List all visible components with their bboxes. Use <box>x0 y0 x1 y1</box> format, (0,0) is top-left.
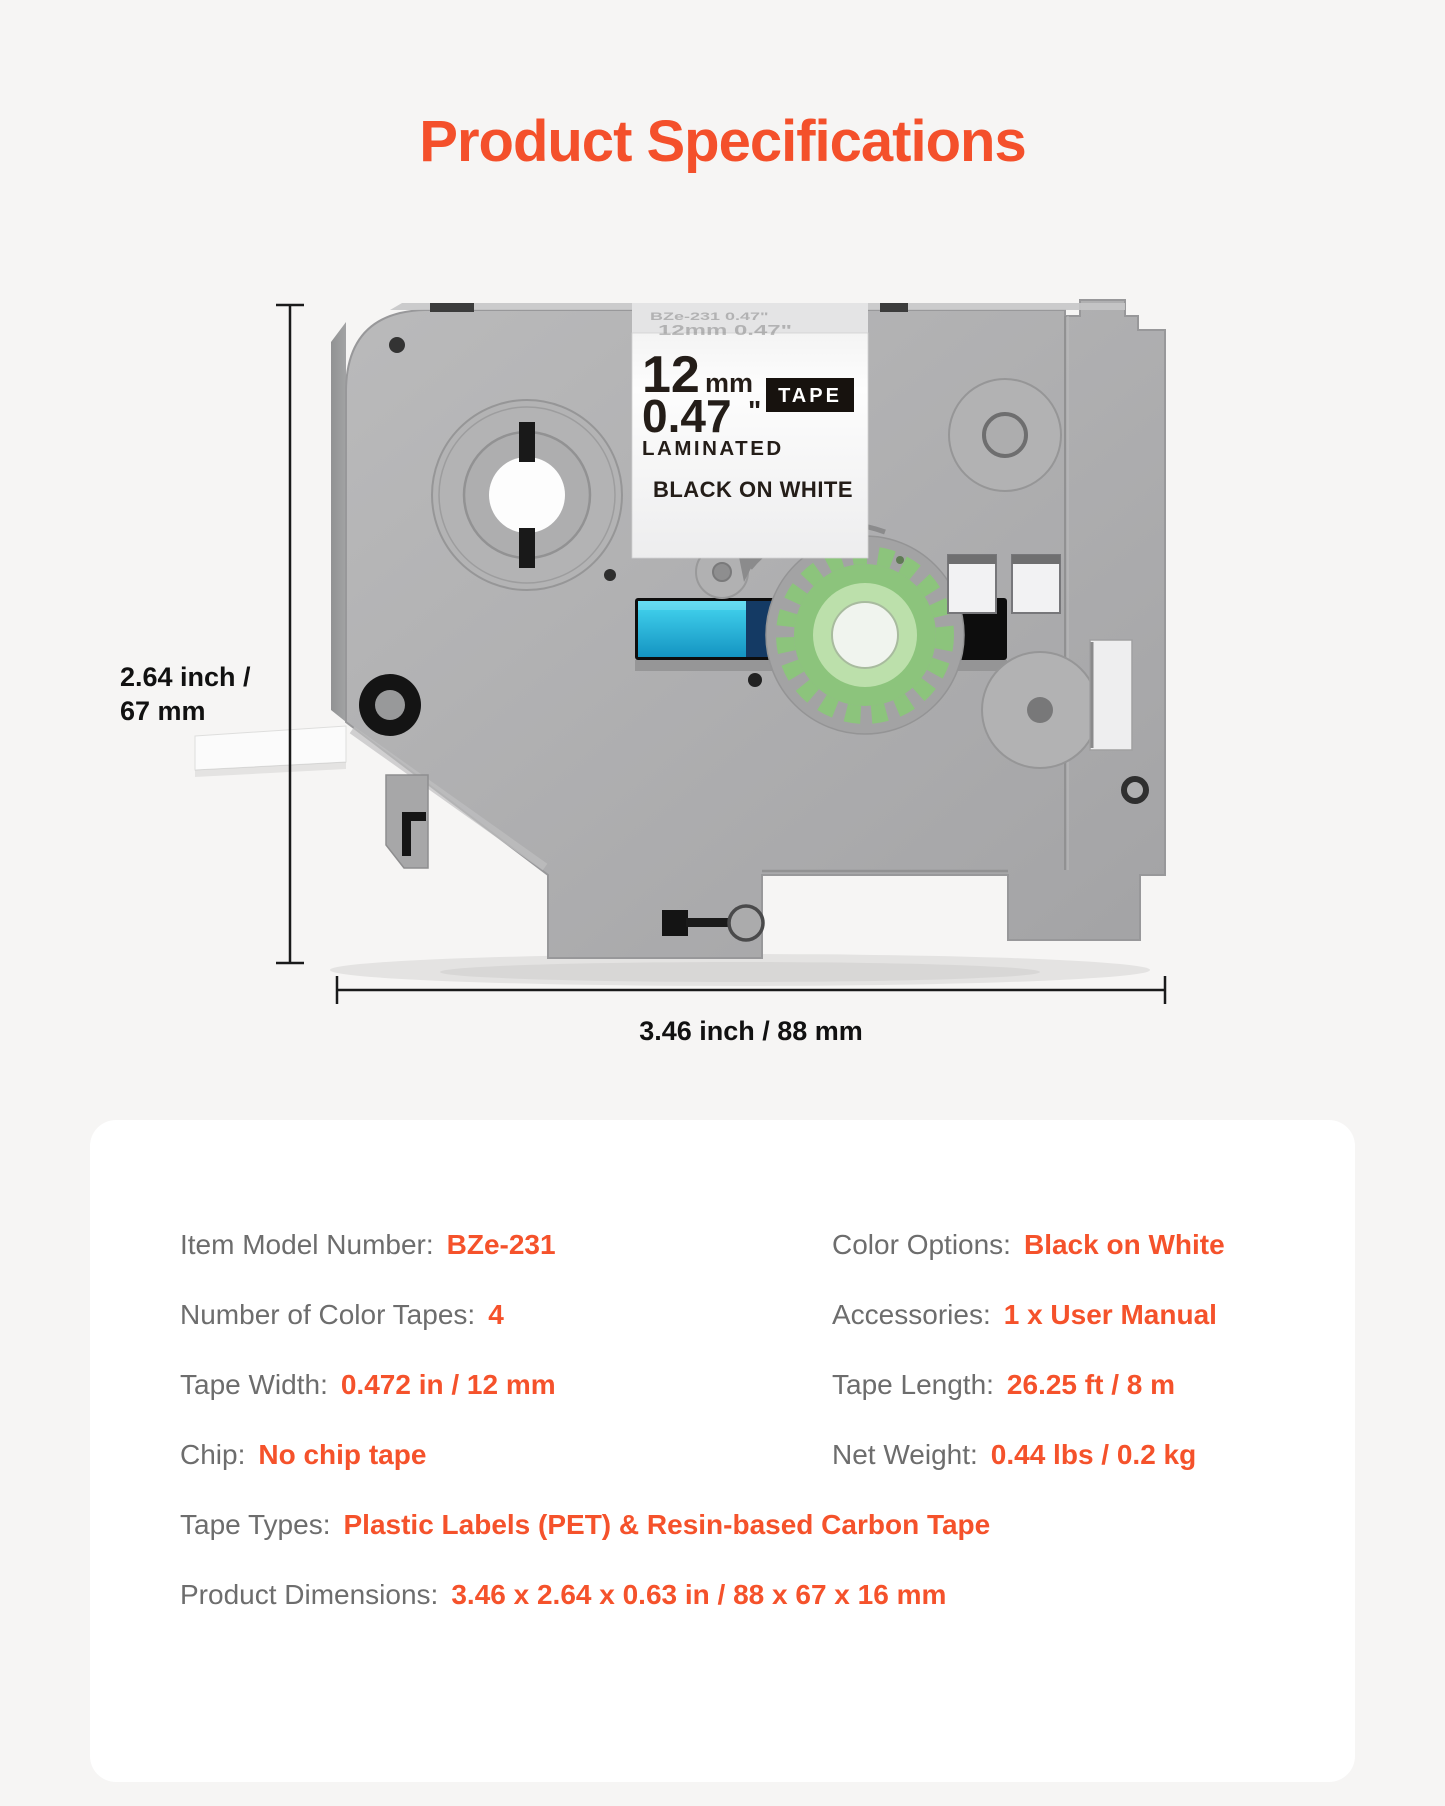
pin-hole-top-left <box>389 337 405 353</box>
spec-row-accessories <box>832 1298 1300 1332</box>
label-size-mm-unit: mm <box>705 368 754 398</box>
spec-row-product-dimensions <box>180 1578 1300 1612</box>
spec-value: 4 <box>488 1299 504 1330</box>
label-color-scheme: BLACK ON WHITE <box>652 477 854 502</box>
cartridge-illustration <box>90 270 1210 1060</box>
spec-row-net-weight <box>832 1438 1300 1472</box>
svg-text:12mm 0.47": 12mm 0.47" <box>658 322 793 339</box>
height-dimension-label-line2: 67 mm <box>120 696 206 726</box>
spec-value: Plastic Labels (PET) & Resin-based Carbon Tape <box>343 1509 991 1540</box>
clip-tab <box>386 775 428 868</box>
spec-label: Tape Types: <box>180 1509 331 1540</box>
grommet <box>359 674 421 736</box>
page-title: Product Specifications <box>419 109 1026 174</box>
spec-label: Color Options: <box>832 1229 1011 1260</box>
label-size-in-unit: " <box>748 395 762 426</box>
label-finish: LAMINATED <box>642 437 784 460</box>
specifications-card <box>90 1120 1355 1782</box>
spec-label: Accessories: <box>832 1299 991 1330</box>
spec-label: Product Dimensions: <box>180 1579 439 1610</box>
svg-text:BZe-231 0.47": BZe-231 0.47" <box>650 310 769 323</box>
spec-row-item-model-number <box>180 1228 832 1262</box>
green-sprocket-wheel <box>766 536 964 734</box>
spec-label: Tape Width: <box>180 1369 328 1400</box>
spec-row-tape-length <box>832 1368 1300 1402</box>
spec-value: 0.472 in / 12 mm <box>340 1369 556 1400</box>
pin-hole-lower <box>748 673 762 687</box>
lower-right-boss <box>982 652 1098 768</box>
pin-hole-mid <box>604 569 616 581</box>
spec-row-number-of-color-tapes <box>180 1298 832 1332</box>
spec-value: No chip tape <box>258 1439 427 1470</box>
spec-value: BZe-231 <box>446 1229 556 1260</box>
spec-label: Net Weight: <box>832 1439 978 1470</box>
spec-label: Item Model Number: <box>180 1229 434 1260</box>
spec-label: Chip: <box>180 1439 246 1470</box>
tape-badge-text: TAPE <box>778 385 842 407</box>
left-spool <box>432 400 622 590</box>
spec-value: 1 x User Manual <box>1003 1299 1217 1330</box>
tape-exit-strip <box>195 726 346 777</box>
label-size-mm: 12 <box>642 346 700 404</box>
height-dimension-label-line1: 2.64 inch / <box>120 662 251 692</box>
product-figure <box>90 270 1210 1060</box>
bottom-right-ring <box>1124 779 1146 801</box>
spec-label: Tape Length: <box>832 1369 994 1400</box>
spec-value: Black on White <box>1023 1229 1225 1260</box>
upper-right-boss <box>949 379 1061 491</box>
spec-label: Number of Color Tapes: <box>180 1299 476 1330</box>
right-slot <box>1090 640 1132 750</box>
spec-value: 3.46 x 2.64 x 0.63 in / 88 x 67 x 16 mm <box>451 1579 947 1610</box>
spec-row-tape-types <box>180 1508 1300 1542</box>
cartridge-side-face <box>331 322 346 722</box>
width-dimension-label: 3.46 inch / 88 mm <box>639 1016 863 1046</box>
cartridge-label <box>632 303 868 558</box>
spec-row-color-options <box>832 1228 1300 1262</box>
spec-value: 0.44 lbs / 0.2 kg <box>990 1439 1197 1470</box>
spec-row-tape-width <box>180 1368 832 1402</box>
label-size-in: 0.47 <box>642 390 732 442</box>
height-dimension <box>276 305 304 963</box>
specifications-grid <box>90 1120 1355 1612</box>
spec-value: 26.25 ft / 8 m <box>1006 1369 1176 1400</box>
spec-row-chip <box>180 1438 832 1472</box>
